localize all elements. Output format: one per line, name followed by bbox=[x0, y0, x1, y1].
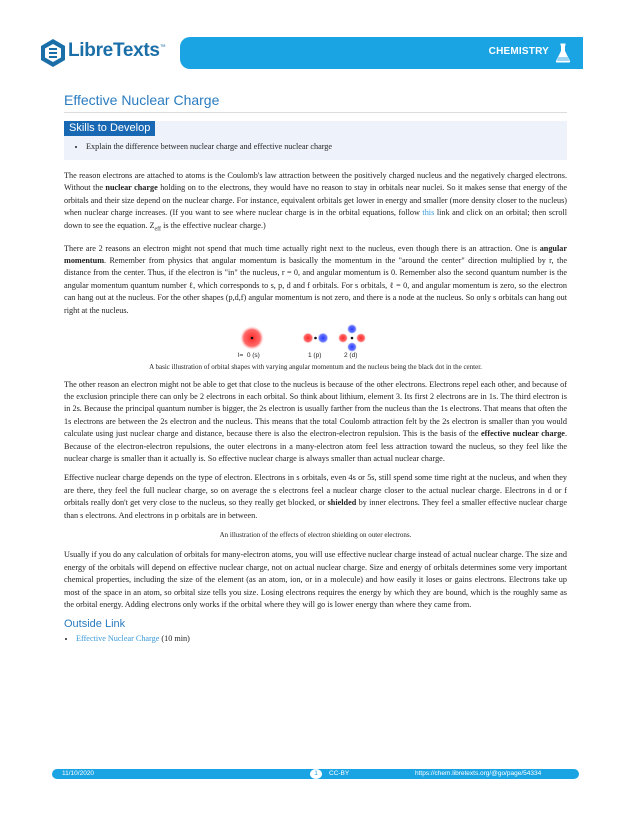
paragraph-1: The reason electrons are attached to atoms is the Coulomb's law attraction between the positively charged nucleus and the negatively charged electrons. Without the nuclear charge holding on to the electrons, they would have no reason to stay in orbitals near nuclei. So it makes sense that energy of the orbitals and their size depend on the nuclear charge. For instance, equivalent orbitals get lower in energy and smaller (more density closer to the nucleus) when nuclear charge increases. (If you want to see where nuclear charge is in the orbital equations, follow this link and click on an orbital; then scroll down to see the equation. $Z_{eff}$ is the effective nuclear charge.) bbox=[64, 171, 568, 233]
bold-angular-momentum: angular momentum bbox=[64, 243, 567, 266]
skills-heading: Skills to Develop bbox=[64, 121, 155, 136]
title-divider bbox=[64, 112, 567, 113]
p-orbital bbox=[303, 333, 329, 344]
orbital-label-s: l= 0 (s) bbox=[238, 352, 260, 360]
bold-shielded: shielded bbox=[327, 498, 357, 508]
shielding-caption: An illustration of the effects of electron shielding on outer electrons. bbox=[219, 530, 412, 539]
article-body bbox=[64, 170, 567, 645]
skills-box bbox=[64, 121, 567, 160]
effective-nuclear-charge-link[interactable]: Effective Nuclear Charge bbox=[76, 633, 160, 643]
paragraph-2: There are 2 reasons an electron might not spend that much time actually right next to the nucleus, even though there is an attraction. One is angular momentum. Remember from physics that angular momentum is basically the momentum in the "around the center" direction multiplied by r, the distance from the center. Thus, if the electron is "in" the nucleus, r = 0, and angular momentum is 0. Remember also the second quantum number is the angular momentum quantum number ℓ, which corresponds to s, p, d and f orbitals. For s orbitals, ℓ = 0, and angular momentum is zero, so the electron can hang out at the nucleus. For the other shapes (p,d,f) angular momentum is not zero, and there is a node at the nucleus. So only s orbitals can hang out right at the nucleus. bbox=[64, 243, 567, 315]
orbital-label-d: 2 (d) bbox=[344, 352, 358, 360]
bold-effective-nuclear-charge: effective nuclear charge bbox=[480, 429, 565, 439]
outside-link-item: • Effective Nuclear Charge (10 min) bbox=[76, 633, 567, 645]
footer-date: 11/10/2020 bbox=[62, 770, 95, 777]
page-number: 1 bbox=[310, 769, 322, 779]
page-title: Effective Nuclear Charge bbox=[64, 92, 220, 108]
libretexts-logo[interactable] bbox=[40, 37, 174, 69]
orbital-label-p: 1 (p) bbox=[308, 352, 322, 360]
flask-icon bbox=[555, 43, 571, 63]
s-orbital bbox=[240, 326, 264, 350]
footer-url[interactable]: https://chem.libretexts.org/@go/page/54334 bbox=[415, 770, 542, 777]
page-footer bbox=[52, 769, 579, 779]
paragraph-4: Effective nuclear charge depends on the type of electron. Electrons in s orbitals, even 4s or 5s, still spend some time right at the nucleus, and when they are there, they feel the full nuclear charge, so on average the s electrons feel a nuclear charge closer to the actual nuclear charge. Electrons in d or f orbitals really don't get very close to the nucleus, so they really get blocked, or shielded by inner electrons. They feel a smaller effective nuclear charge than s electrons. And electrons in p orbitals are in between. bbox=[64, 473, 567, 520]
paragraph-3: The other reason an electron might not be able to get that close to the nucleus is because of the other electrons. Electrons repel each other, and because of the exclusion principle there can only be 2 electrons in each orbital. So think about lithium, element 3. Its first 2 electrons are in 1s. The third electron is in 2s. Because the principal quantum number is bigger, the 2s electron is usually farther from the nucleus than the 1s electrons. That means that often the 1s electrons are between the 2s electron and the nucleus. This means that the total Coulomb attraction felt by the 2s electron is smaller than you would calculate using just nuclear charge and distance, because there is also the electron-electron repulsion. This is the basis of the effective nuclear charge. Because of the electron-electron repulsions, the outer electrons in a many-electron atom feel less attraction toward the nucleus, so they feel like the nuclear charge is smaller than it actually is. So effective nuclear charge is always smaller than actual nuclear charge. bbox=[64, 379, 567, 463]
libretexts-logo-icon bbox=[40, 38, 66, 68]
figure-caption: A basic illustration of orbital shapes with varying angular momentum and the nucleus being the black dot in the center. bbox=[149, 363, 482, 372]
skills-item: • Explain the difference between nuclear charge and effective nuclear charge bbox=[86, 142, 332, 151]
skills-list bbox=[74, 142, 332, 151]
footer-license: CC-BY bbox=[329, 770, 350, 777]
bold-nuclear-charge: nuclear charge bbox=[105, 183, 158, 193]
outside-link-heading: Outside Link bbox=[64, 618, 126, 631]
logo-trademark: ™ bbox=[159, 44, 166, 51]
header-bar bbox=[180, 37, 583, 69]
d-orbital bbox=[338, 324, 366, 352]
subject-label[interactable]: CHEMISTRY bbox=[488, 46, 549, 57]
orbital-figure bbox=[64, 324, 567, 358]
this-link[interactable]: this bbox=[422, 208, 435, 218]
paragraph-5: Usually if you do any calculation of orbitals for many-electron atoms, you will use effective nuclear charge instead of actual nuclear charge. The size and energy of the orbitals will depend on effective nuclear charge, not on actual nuclear charge. Size and energy of orbitals determines some very important chemical properties, including the size of the element (as an atom, ion, or in a molecule) and how easily it loses or gains electrons. Electrons take up most of the space in an atom, so orbital size tells you size. Losing electrons requires the energy by which they are bound, which is the roughly same as the orbital energy. Adding electrons only works if the orbital where they will go is lower energy than where they came from. bbox=[64, 550, 567, 610]
logo-text: LibreTexts bbox=[68, 40, 160, 61]
outside-link-list bbox=[64, 633, 567, 645]
